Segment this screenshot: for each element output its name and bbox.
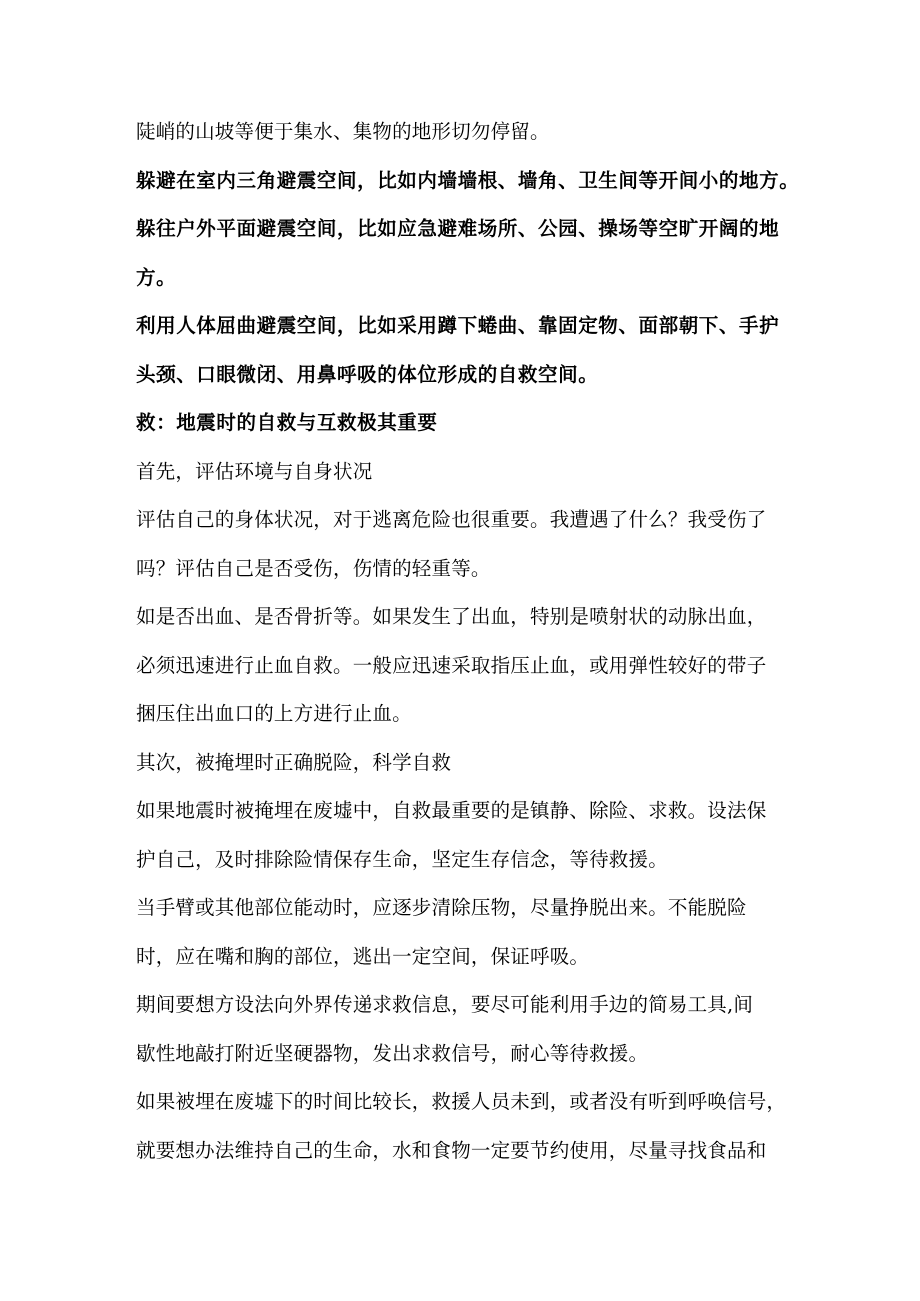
text-line-bold: 头颈、口眼微闭、用鼻呼吸的体位形成的自救空间。 (136, 362, 599, 386)
text-line: 捆压住出血口的上方进行止血。 (136, 702, 412, 725)
document-body (136, 114, 816, 1181)
text-line: 陡峭的山坡等便于集水、集物的地形切勿停留。 (136, 120, 550, 143)
text-line: 期间要想方设法向外界传递求救信息，要尽可能利用手边的简易工具,间 (136, 993, 754, 1016)
text-line-bold: 方。 (136, 265, 177, 289)
text-line-bold: 躲避在室内三角避震空间，比如内墙墙根、墙角、卫生间等开间小的地方。 (136, 168, 800, 192)
text-line: 歇性地敲打附近坚硬器物，发出求救信号，耐心等待救援。 (136, 1041, 649, 1065)
text-line: 评估自己的身体状况，对于逃离危险也很重要。我遭遇了什么？我受伤了 (136, 508, 767, 531)
text-line-bold: 躲往户外平面避震空间，比如应急避难场所、公园、操场等空旷开阔的地 (136, 217, 780, 240)
text-line: 就要想办法维持自己的生命，水和食物一定要节约使用，尽量寻找食品和 (136, 1138, 767, 1162)
text-line: 如果地震时被掩埋在废墟中，自救最重要的是镇静、除险、求救。设法保 (136, 799, 767, 822)
text-line: 护自己，及时排除险情保存生命，坚定生存信念，等待救援。 (136, 847, 668, 871)
text-line: 必须迅速进行止血自救。一般应迅速采取指压止血，或用弹性较好的带子 (136, 653, 767, 677)
subheading: 其次，被掩埋时正确脱险，科学自救 (136, 750, 452, 774)
text-line-bold: 利用人体屈曲避震空间，比如采用蹲下蜷曲、靠固定物、面部朝下、手护 (136, 314, 780, 337)
text-line: 吗？评估自己是否受伤，伤情的轻重等。 (136, 556, 491, 580)
text-line: 如是否出血、是否骨折等。如果发生了出血，特别是喷射状的动脉出血， (136, 605, 767, 628)
section-heading: 救：地震时的自救与互救极其重要 (136, 411, 438, 434)
text-line: 时，应在嘴和胸的部位，逃出一定空间，保证呼吸。 (136, 944, 590, 968)
text-line: 如果被埋在废墟下的时间比较长，救援人员未到，或者没有听到呼唤信号， (136, 1090, 787, 1113)
text-line: 当手臂或其他部位能动时，应逐步清除压物，尽量挣脱出来。不能脱险 (136, 896, 747, 919)
subheading: 首先，评估环境与自身状况 (136, 459, 373, 483)
